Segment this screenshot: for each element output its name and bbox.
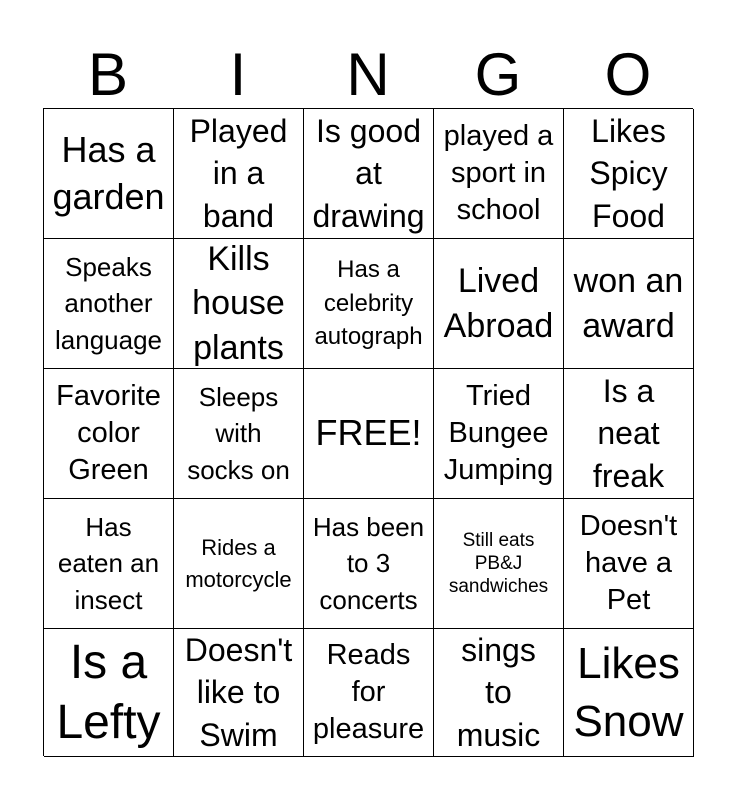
header-letter-n: N [346,41,390,108]
bingo-cell-text: Is good at drawing [312,113,425,234]
bingo-header [43,42,693,108]
bingo-cell[interactable] [304,629,434,757]
bingo-cell[interactable] [434,109,564,239]
bingo-cell[interactable] [434,239,564,369]
bingo-cell[interactable] [44,369,174,499]
bingo-cell[interactable] [564,109,694,239]
bingo-cell-text: sings to music [456,632,541,753]
bingo-cell[interactable] [174,369,304,499]
bingo-cell[interactable] [174,109,304,239]
bingo-cell[interactable] [434,499,564,629]
bingo-cell[interactable] [304,109,434,239]
bingo-cell-text: Doesn't like to Swim [184,632,293,753]
bingo-card-grid [43,108,693,756]
bingo-cell-text: Still eats PB&J sandwiches [448,529,549,598]
bingo-cell-text: Sleeps with socks on [187,381,290,485]
bingo-cell-text: Likes Spicy Food [589,113,668,234]
bingo-cell[interactable] [434,369,564,499]
bingo-cell[interactable] [174,239,304,369]
bingo-cell[interactable] [174,629,304,757]
bingo-cell[interactable] [304,499,434,629]
bingo-cell[interactable] [44,239,174,369]
header-letter-o: O [604,41,652,108]
header-letter-g: G [474,41,522,108]
bingo-cell-text: Has eaten an insect [57,511,160,615]
bingo-cell-text: Speaks another language [55,251,162,355]
bingo-cell-text: Has a garden [52,128,165,217]
header-letter-b: B [87,41,129,108]
bingo-cell-text: Favorite color Green [56,379,161,487]
bingo-cell[interactable] [304,239,434,369]
bingo-cell-text: Likes Snow [573,639,684,746]
bingo-cell-text: Tried Bungee Jumping [443,379,554,487]
bingo-cell[interactable] [564,499,694,629]
bingo-cell-text: Rides a motorcycle [185,534,292,592]
bingo-cell-text: played a sport in school [443,119,554,227]
bingo-cell[interactable] [174,499,304,629]
bingo-cell-text: won an award [573,262,684,345]
bingo-cell-text: Is a neat freak [592,373,665,494]
bingo-cell[interactable] [564,239,694,369]
bingo-cell-text: Has been to 3 concerts [312,511,425,615]
bingo-cell-text: Doesn't have a Pet [579,509,678,617]
bingo-cell[interactable] [564,629,694,757]
bingo-cell[interactable] [434,629,564,757]
free-space-text: FREE! [315,412,422,454]
bingo-cell-text: Played in a band [189,113,288,234]
bingo-cell[interactable] [44,109,174,239]
bingo-cell-text: Is a Lefty [56,635,161,749]
bingo-cell-text: Reads for pleasure [312,638,425,746]
bingo-cell[interactable] [564,369,694,499]
bingo-cell-text: Has a celebrity autograph [314,256,423,351]
bingo-cell-text: Lived Abroad [443,262,554,345]
bingo-cell-free[interactable] [304,369,434,499]
header-letter-i: I [229,41,247,108]
bingo-cell[interactable] [44,629,174,757]
bingo-cell[interactable] [44,499,174,629]
bingo-cell-text: Kills house plants [192,240,285,367]
